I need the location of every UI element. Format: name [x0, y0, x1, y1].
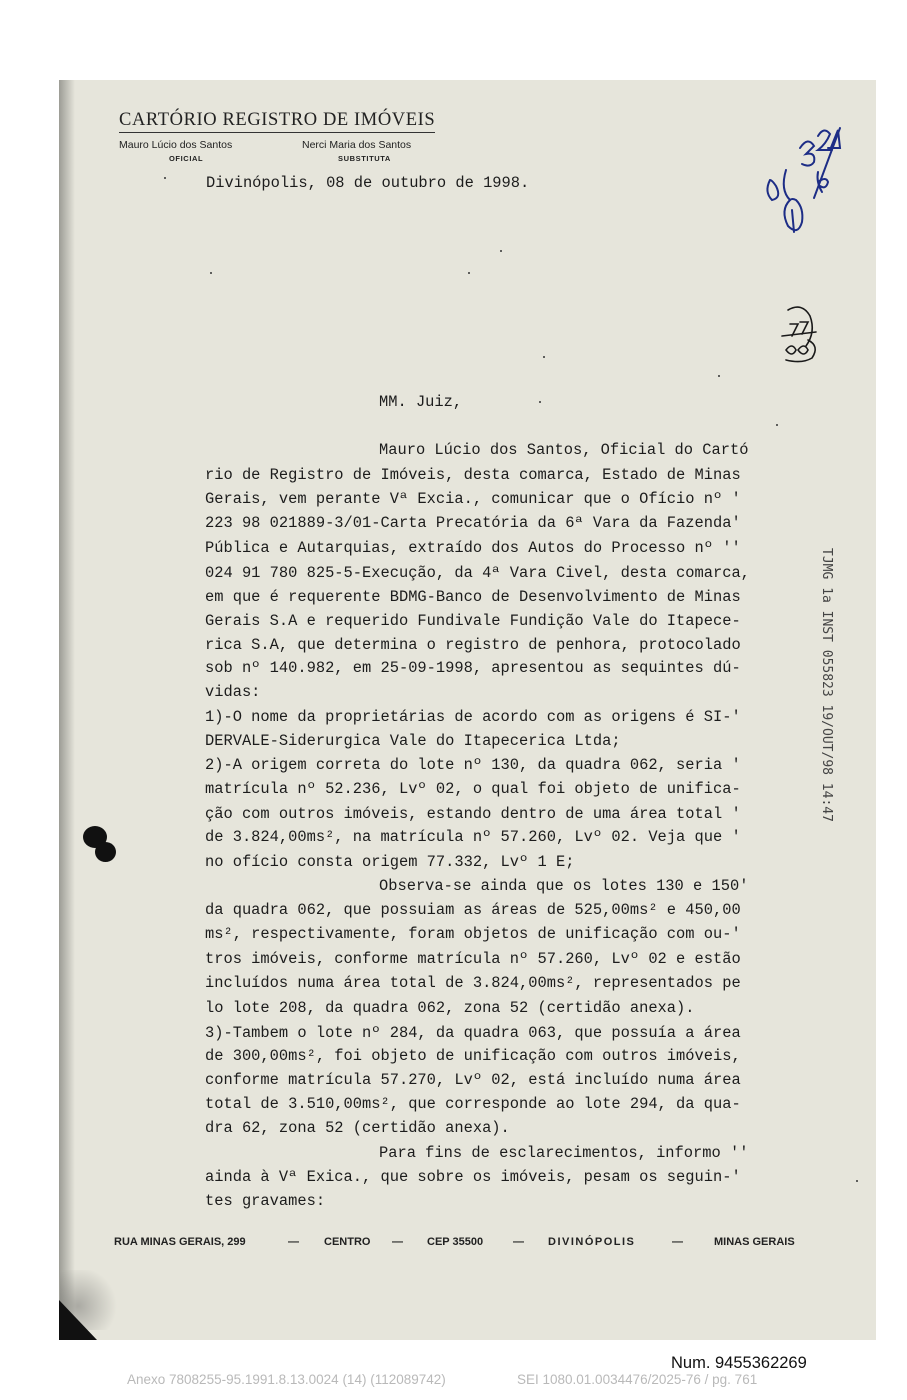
- body-line: Gerais S.A e requerido Fundivale Fundição Vale do Itapece-: [205, 612, 741, 630]
- body-line: lo lote 208, da quadra 062, zona 52 (certidão anexa).: [205, 999, 695, 1017]
- annex-reference: Anexo 7808255-95.1991.8.13.0024 (14) (112089742): [127, 1372, 446, 1387]
- letterhead-title: CARTÓRIO REGISTRO DE IMÓVEIS: [119, 110, 435, 133]
- body-line: no ofício consta origem 77.332, Lvº 1 E;: [205, 853, 575, 871]
- body-line: sob nº 140.982, em 25-09-1998, apresentou as sequintes dú-: [205, 659, 741, 677]
- body-line: de 3.824,00ms², na matrícula nº 57.260, Lvº 02. Veja que ': [205, 828, 741, 846]
- officer-name: Mauro Lúcio dos Santos: [119, 139, 233, 151]
- body-line: tros imóveis, conforme matrícula nº 57.260, Lvº 02 e estão: [205, 950, 741, 968]
- body-line: incluídos numa área total de 3.824,00ms², representados pe: [205, 974, 741, 992]
- body-line: ção com outros imóveis, estando dentro de uma área total ': [205, 805, 741, 823]
- body-line: em que é requerente BDMG-Banco de Desenvolvimento de Minas: [205, 588, 741, 606]
- body-line: tes gravames:: [205, 1192, 326, 1210]
- footer-separator: —: [288, 1236, 299, 1248]
- footer-separator: —: [513, 1236, 524, 1248]
- footer-separator: —: [392, 1236, 403, 1248]
- body-line: Observa-se ainda que os lotes 130 e 150': [379, 877, 749, 895]
- body-line: de 300,00ms², foi objeto de unificação com outros imóveis,: [205, 1047, 741, 1065]
- footer-cep: CEP 35500: [427, 1236, 484, 1248]
- protocol-stamp-text: TJMG 1a INST 055823 19/OUT/98 14:47: [819, 548, 834, 822]
- body-line: 1)-O nome da proprietárias de acordo com as origens é SI-': [205, 708, 741, 726]
- body-line: rio de Registro de Imóveis, desta comarca, Estado de Minas: [205, 466, 741, 484]
- body-line: rica S.A, que determina o registro de penhora, protocolado: [205, 636, 741, 654]
- body-line: Pública e Autarquias, extraído dos Autos do Processo nº '': [205, 539, 741, 557]
- body-line: ainda à Vª Exica., que sobre os imóveis, pesam os seguin-': [205, 1168, 741, 1186]
- body-line: 024 91 780 825-5-Execução, da 4ª Vara Civel, desta comarca,: [205, 564, 750, 582]
- footer-separator: —: [672, 1236, 683, 1248]
- handwritten-initials: [760, 120, 850, 250]
- body-line: matrícula nº 52.236, Lvº 02, o qual foi objeto de unifica-: [205, 780, 741, 798]
- handwritten-page-mark: [778, 300, 828, 370]
- scan-corner-mark: [59, 1300, 97, 1340]
- protocol-stamp: [812, 548, 842, 822]
- body-line: 2)-A origem correta do lote nº 130, da quadra 062, seria ': [205, 756, 741, 774]
- body-line: 3)-Tambem o lote nº 284, da quadra 063, que possuía a área: [205, 1024, 741, 1042]
- body-line: da quadra 062, que possuiam as áreas de 525,00ms² e 450,00: [205, 901, 741, 919]
- date-line: Divinópolis, 08 de outubro de 1998.: [206, 174, 530, 192]
- footer-address: RUA MINAS GERAIS, 299: [114, 1236, 246, 1248]
- body-line: DERVALE-Siderurgica Vale do Itapecerica Ltda;: [205, 732, 621, 750]
- body-line: dra 62, zona 52 (certidão anexa).: [205, 1119, 510, 1137]
- scan-speck: [543, 356, 545, 358]
- footer-state: MINAS GERAIS: [714, 1236, 795, 1248]
- officer-role: OFICIAL: [169, 154, 204, 163]
- scan-edge-shadow: [59, 80, 75, 1340]
- body-line: Gerais, vem perante Vª Excia., comunicar que o Ofício nº ': [205, 490, 741, 508]
- ink-blot: [95, 842, 116, 862]
- substitute-name: Nerci Maria dos Santos: [302, 139, 412, 151]
- document-number: Num. 9455362269: [671, 1354, 807, 1372]
- footer-city: DIVINÓPOLIS: [548, 1236, 636, 1248]
- scan-speck: [210, 272, 212, 274]
- scan-speck: [539, 401, 541, 403]
- scan-speck: [500, 250, 502, 252]
- body-line: 223 98 021889-3/01-Carta Precatória da 6ª Vara da Fazenda': [205, 514, 741, 532]
- scan-speck: [164, 177, 166, 179]
- body-line: Mauro Lúcio dos Santos, Oficial do Cartó: [379, 441, 749, 459]
- salutation: MM. Juiz,: [379, 393, 463, 411]
- body-line: total de 3.510,00ms², que corresponde ao lote 294, da qua-: [205, 1095, 741, 1113]
- body-line: vidas:: [205, 683, 261, 701]
- scan-speck: [718, 375, 720, 377]
- sei-page-reference: SEI 1080.01.0034476/2025-76 / pg. 761: [517, 1372, 758, 1387]
- body-line: conforme matrícula 57.270, Lvº 02, está incluído numa área: [205, 1071, 741, 1089]
- body-line: ms², respectivamente, foram objetos de unificação com ou-': [205, 925, 741, 943]
- substitute-role: SUBSTITUTA: [338, 154, 391, 163]
- scan-speck: [856, 1180, 858, 1182]
- scan-speck: [776, 424, 778, 426]
- footer-district: CENTRO: [324, 1236, 371, 1248]
- scan-speck: [468, 272, 470, 274]
- body-line: Para fins de esclarecimentos, informo '': [379, 1144, 749, 1162]
